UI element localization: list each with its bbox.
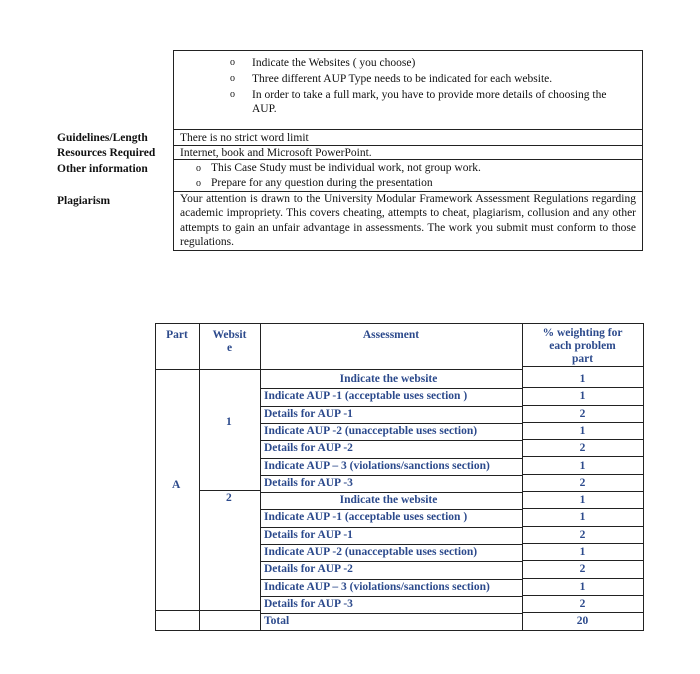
total-label: Total <box>264 615 290 628</box>
row-divider <box>260 492 522 493</box>
assessment-row <box>260 509 643 526</box>
assessment-row <box>260 458 643 475</box>
weighting-value: 1 <box>579 424 586 437</box>
header-weighting <box>522 327 643 367</box>
assessment-row <box>260 561 643 578</box>
other-info-row <box>173 160 643 192</box>
assessment-row <box>260 406 643 423</box>
row-divider <box>260 613 522 614</box>
plagiarism-row <box>173 192 643 251</box>
header-divider <box>155 369 522 370</box>
weighting-value: 1 <box>579 580 586 593</box>
assessment-row <box>260 527 643 544</box>
assessment-row <box>260 371 643 388</box>
header-website-line: Websit <box>212 329 247 341</box>
assessment-item: Details for AUP -2 <box>264 563 353 576</box>
assessment-row <box>260 544 643 561</box>
plagiarism-value: Your attention is drawn to the University Modular Framework Assessment Regulations regarding academic impropriety. This covers cheating, attempts to cheat, plagiarism, collusion and any other attempts to gain an unfair advantage in assessments. The work you submit must conform to those regulations. <box>180 193 636 248</box>
total-divider <box>155 610 260 611</box>
plagiarism-label: Plagiarism <box>57 195 111 207</box>
row-divider <box>260 596 522 597</box>
header-weighting-line: part <box>522 353 643 367</box>
assessment-item: Indicate the website <box>339 373 438 385</box>
header-assessment: Assessment <box>362 329 420 341</box>
weighting-value: 1 <box>579 390 586 403</box>
weighting-value: 1 <box>579 546 586 558</box>
assessment-item: Indicate AUP -1 (acceptable uses section ) <box>264 511 468 524</box>
assessment-row <box>260 423 643 440</box>
bullet-circle-icon: o <box>230 57 235 68</box>
header-website-line: e <box>226 342 233 354</box>
other-info-bullet <box>196 176 433 192</box>
part-label: A <box>172 479 181 491</box>
resources-value: Internet, book and Microsoft PowerPoint. <box>180 147 372 159</box>
total-weight: 20 <box>576 615 589 628</box>
assessment-item: Indicate AUP – 3 (violations/sanctions section) <box>264 580 490 593</box>
weighting-value: 2 <box>579 407 586 420</box>
other-info-bullet <box>196 161 481 176</box>
assessment-item: Indicate AUP -1 (acceptable uses section ) <box>264 390 468 403</box>
weighting-value: 2 <box>579 528 586 541</box>
requirement-text: Three different AUP Type needs to be indicated for each website. <box>252 73 553 85</box>
requirements-cell <box>173 50 643 130</box>
assessment-row <box>260 388 643 405</box>
bullet-circle-icon: o <box>230 73 235 84</box>
bullet-circle-icon: o <box>196 178 201 189</box>
row-divider <box>260 561 522 562</box>
guidelines-label: Guidelines/Length <box>57 132 148 144</box>
row-divider <box>260 527 522 528</box>
weighting-value: 2 <box>579 597 586 610</box>
row-divider <box>260 579 522 580</box>
assessment-item: Details for AUP -3 <box>264 476 353 489</box>
assessment-item: Indicate AUP -2 (unacceptable uses section) <box>264 424 478 437</box>
website-number: 1 <box>226 416 232 428</box>
assessment-row <box>260 596 643 613</box>
other-info-label: Other information <box>57 163 148 175</box>
total-row <box>260 613 643 630</box>
guidelines-value: There is no strict word limit <box>180 132 309 144</box>
website-divider <box>199 490 260 491</box>
row-divider <box>260 544 522 545</box>
requirement-text: Indicate the Websites ( you choose) <box>252 57 416 69</box>
weighting-value: 1 <box>579 511 586 524</box>
requirement-bullet <box>230 56 632 70</box>
weighting-value: 1 <box>579 494 586 507</box>
assessment-table <box>155 323 643 630</box>
guidelines-row <box>173 129 643 146</box>
assessment-row <box>260 492 643 509</box>
website-number: 2 <box>226 492 232 504</box>
assessment-item: Indicate AUP -2 (unacceptable uses section) <box>264 546 478 558</box>
header-part: Part <box>166 329 188 341</box>
bullet-circle-icon: o <box>196 163 201 174</box>
header-weighting-line: each problem <box>549 340 616 352</box>
row-divider <box>260 509 522 510</box>
row-divider <box>260 458 522 459</box>
header-weighting-line: % weighting for <box>542 327 623 339</box>
weighting-value: 1 <box>579 373 586 385</box>
requirement-bullet <box>230 88 632 116</box>
header-website <box>199 329 260 355</box>
row-divider <box>260 423 522 424</box>
weighting-value: 2 <box>579 476 586 489</box>
row-divider <box>260 440 522 441</box>
weighting-value: 2 <box>579 442 586 455</box>
requirement-bullet <box>230 72 632 86</box>
weighting-value: 2 <box>579 563 586 576</box>
assessment-row <box>260 579 643 596</box>
row-divider <box>260 406 522 407</box>
assessment-item: Indicate the website <box>339 494 438 507</box>
bullet-circle-icon: o <box>230 89 235 100</box>
assessment-item: Indicate AUP – 3 (violations/sanctions section) <box>264 459 490 472</box>
assessment-item: Details for AUP -1 <box>264 407 353 420</box>
requirement-text: In order to take a full mark, you have to provide more details of choosing the AUP. <box>252 89 607 115</box>
resources-label: Resources Required <box>57 147 156 159</box>
row-divider <box>260 475 522 476</box>
assessment-row <box>260 440 643 457</box>
assessment-row <box>260 475 643 492</box>
assessment-item: Details for AUP -3 <box>264 597 353 610</box>
other-info-text: This Case Study must be individual work, not group work. <box>211 162 481 174</box>
resources-row <box>173 145 643 160</box>
assessment-item: Details for AUP -1 <box>264 528 353 541</box>
other-info-text: Prepare for any question during the presentation <box>211 177 433 189</box>
weighting-value: 1 <box>579 459 586 472</box>
row-divider <box>260 388 522 389</box>
assessment-item: Details for AUP -2 <box>264 442 353 455</box>
guidelines-table <box>173 50 643 250</box>
